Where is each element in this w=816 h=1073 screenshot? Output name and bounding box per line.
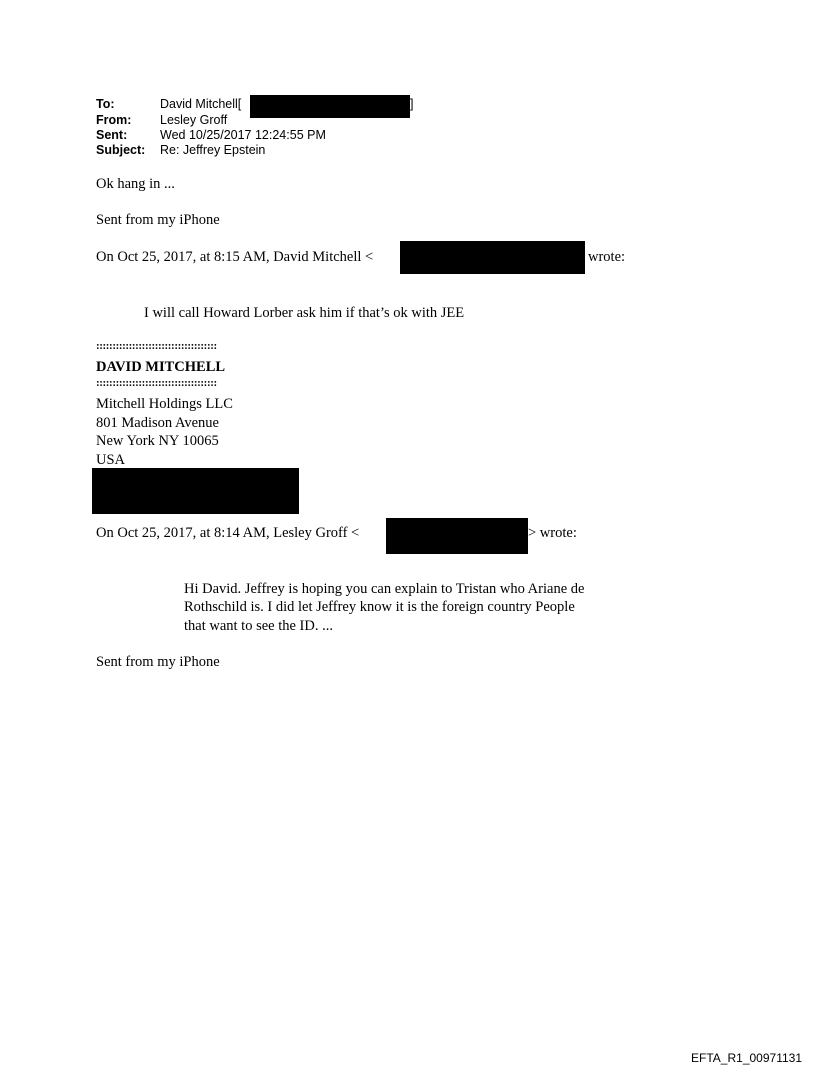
sent-from-iphone-2: Sent from my iPhone [96, 654, 220, 670]
quoted-message-1: I will call Howard Lorber ask him if that’s ok with JEE [144, 305, 465, 321]
to-value: David Mitchell[ [160, 97, 242, 111]
subject-value: Re: Jeffrey Epstein [160, 143, 266, 157]
sent-row [96, 127, 496, 143]
quoted-message-2-line-1: Hi David. Jeffrey is hoping you can explain to Tristan who Ariane de [184, 581, 585, 597]
quote-attribution-1-wrote: wrote: [588, 249, 626, 265]
signature-country: USA [96, 452, 126, 468]
signature-divider-bottom: ::::::::::::::::::::::::::::::::::::: [96, 377, 217, 389]
signature-divider-top: ::::::::::::::::::::::::::::::::::::: [96, 340, 217, 352]
quoted-message-2-line-2: Rothschild is. I did let Jeffrey know it is the foreign country People [184, 599, 575, 615]
subject-row [96, 142, 496, 158]
reply-line: Ok hang in ... [96, 176, 175, 192]
redaction-box-email-2 [386, 518, 528, 554]
signature-name: DAVID MITCHELL [96, 359, 226, 375]
to-close-bracket: ] [410, 97, 414, 111]
subject-label: Subject: [96, 143, 146, 157]
signature-street: 801 Madison Avenue [96, 415, 219, 431]
redaction-box-to-address [250, 95, 410, 118]
from-value: Lesley Groff [160, 113, 228, 127]
sent-from-iphone: Sent from my iPhone [96, 212, 220, 228]
to-label: To: [96, 97, 115, 111]
signature-city: New York NY 10065 [96, 433, 219, 449]
quoted-message-2-line-3: that want to see the ID. ... [184, 618, 333, 634]
quote-attribution-1: On Oct 25, 2017, at 8:15 AM, David Mitchell < [96, 249, 374, 265]
from-label: From: [96, 113, 132, 127]
document-id: EFTA_R1_00971131 [691, 1051, 802, 1065]
sent-label: Sent: [96, 128, 128, 142]
signature-company: Mitchell Holdings LLC [96, 396, 233, 412]
sent-value: Wed 10/25/2017 12:24:55 PM [160, 128, 326, 142]
redaction-box-email-1 [400, 241, 585, 274]
redaction-box-signature [92, 468, 299, 514]
quote-attribution-2: On Oct 25, 2017, at 8:14 AM, Lesley Groff < [96, 525, 360, 541]
quote-attribution-2-wrote: > wrote: [528, 525, 577, 541]
